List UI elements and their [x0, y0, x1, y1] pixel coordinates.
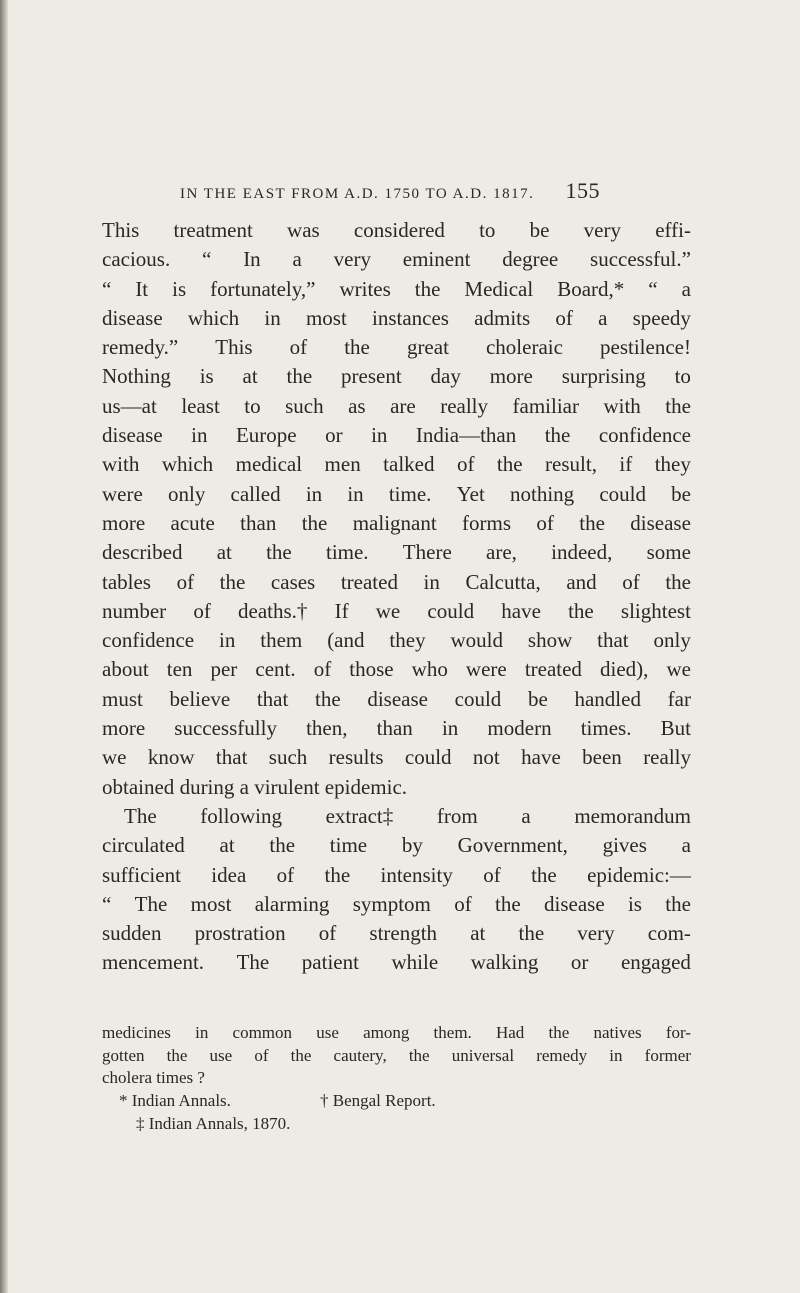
text-line: mencement. The patient while walking or engaged [102, 950, 691, 975]
text-line: remedy.” This of the great choleraic pestilence! [102, 335, 691, 360]
text-line: disease in Europe or in India—than the confidence [102, 423, 691, 448]
text-line: with which medical men talked of the result, if they [102, 452, 691, 477]
footnote-1: * Indian Annals. [119, 1091, 231, 1110]
text-line: “ The most alarming symptom of the disease is the [102, 891, 691, 916]
text-line: more acute than the malignant forms of the disease [102, 510, 691, 535]
body-text [102, 216, 691, 978]
footnote-line: medicines in common use among them. Had the natives for- [102, 1023, 691, 1042]
text-line: “ It is fortunately,” writes the Medical Board,* “ a [102, 276, 691, 301]
text-line: described at the time. There are, indeed, some [102, 540, 691, 565]
text-line: circulated at the time by Government, gives a [102, 833, 691, 858]
text-line: sufficient idea of the intensity of the epidemic:— [102, 862, 691, 887]
footnotes [102, 1090, 691, 1135]
text-line: disease which in most instances admits of a speedy [102, 305, 691, 330]
text-line: must believe that the disease could be handled far [102, 686, 691, 711]
footnote-3: ‡ Indian Annals, 1870. [136, 1113, 291, 1133]
text-line: tables of the cases treated in Calcutta, and of the [102, 569, 691, 594]
footnote-2: † Bengal Report. [320, 1091, 436, 1110]
text-line: us—at least to such as are really familiar with the [102, 393, 691, 418]
text-line: Nothing is at the present day more surprising to [102, 364, 691, 389]
running-head-title: IN THE EAST FROM A.D. 1750 TO A.D. 1817. [180, 186, 535, 202]
text-line: cacious. “ In a very eminent degree successful.” [102, 247, 691, 272]
running-head [180, 178, 600, 204]
text-line: confidence in them (and they would show that only [102, 628, 691, 653]
text-line: were only called in in time. Yet nothing could be [102, 481, 691, 506]
text-line: more successfully then, than in modern times. But [102, 716, 691, 741]
footnote-continuation [102, 1022, 691, 1090]
footnote-line: gotten the use of the cautery, the universal remedy in former [102, 1045, 691, 1065]
text-line: number of deaths.† If we could have the slightest [102, 598, 691, 623]
footnote-line: cholera times ? [102, 1068, 205, 1087]
text-line: obtained during a virulent epidemic. [102, 774, 408, 799]
page-binding-edge [0, 0, 8, 1293]
text-line: sudden prostration of strength at the very com- [102, 921, 691, 946]
text-line: The following extract‡ from a memorandum [124, 803, 691, 828]
page-number: 155 [565, 178, 600, 203]
text-line: about ten per cent. of those who were treated died), we [102, 657, 691, 682]
text-line: This treatment was considered to be very effi- [102, 218, 691, 242]
text-line: we know that such results could not have been really [102, 745, 691, 770]
